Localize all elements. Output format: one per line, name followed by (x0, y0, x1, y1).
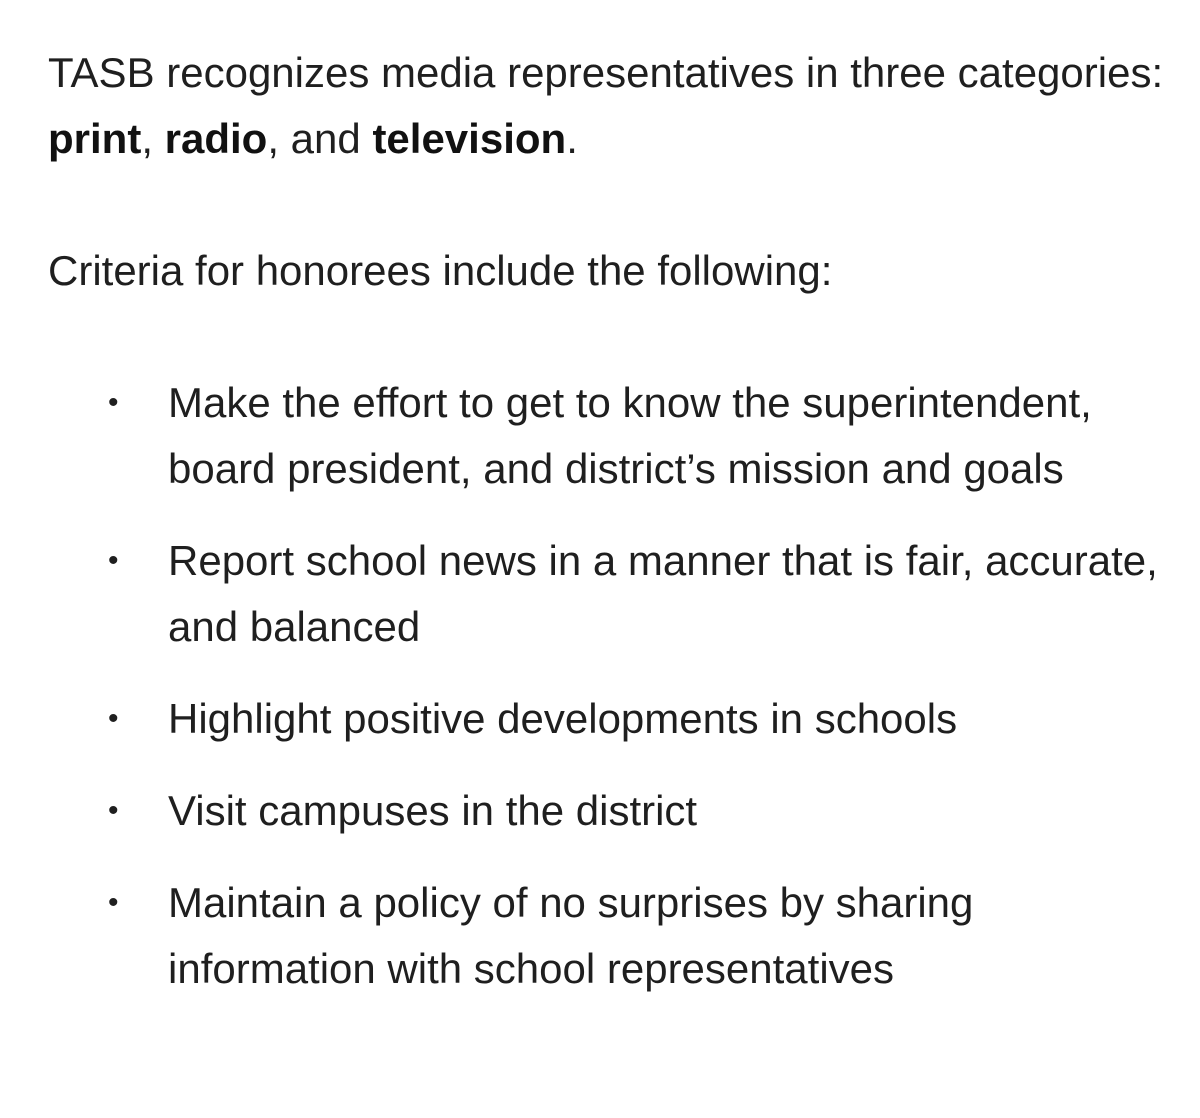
bullet-icon: • (108, 886, 119, 919)
intro-paragraph (48, 40, 1168, 172)
bullet-icon: • (108, 386, 119, 419)
category-radio: radio (164, 115, 268, 162)
list-item-text: Highlight positive developments in schools (168, 695, 958, 742)
category-print: print (48, 115, 142, 162)
criteria-heading: Criteria for honorees include the following: (48, 247, 833, 294)
bullet-icon: • (108, 702, 119, 735)
intro-separator: , (141, 115, 165, 162)
list-item-text: Maintain a policy of no surprises by sharing information with school representatives (168, 879, 974, 992)
bullet-icon: • (108, 794, 119, 827)
list-item (48, 870, 1168, 1002)
list-item-text: Visit campuses in the district (168, 787, 698, 834)
list-item (48, 370, 1168, 502)
bullet-icon: • (108, 544, 119, 577)
intro-text: TASB recognizes media representatives in three categories: (48, 49, 1164, 96)
list-item (48, 528, 1168, 660)
document-body (48, 40, 1168, 1028)
intro-period: . (566, 115, 578, 162)
category-television: television (372, 115, 567, 162)
criteria-list (48, 370, 1168, 1002)
list-item (48, 778, 1168, 844)
list-item-text: Report school news in a manner that is fair, accurate, and balanced (168, 537, 1158, 650)
list-item (48, 686, 1168, 752)
intro-separator: , and (267, 115, 373, 162)
list-item-text: Make the effort to get to know the superintendent, board president, and district’s mission and goals (168, 379, 1092, 492)
